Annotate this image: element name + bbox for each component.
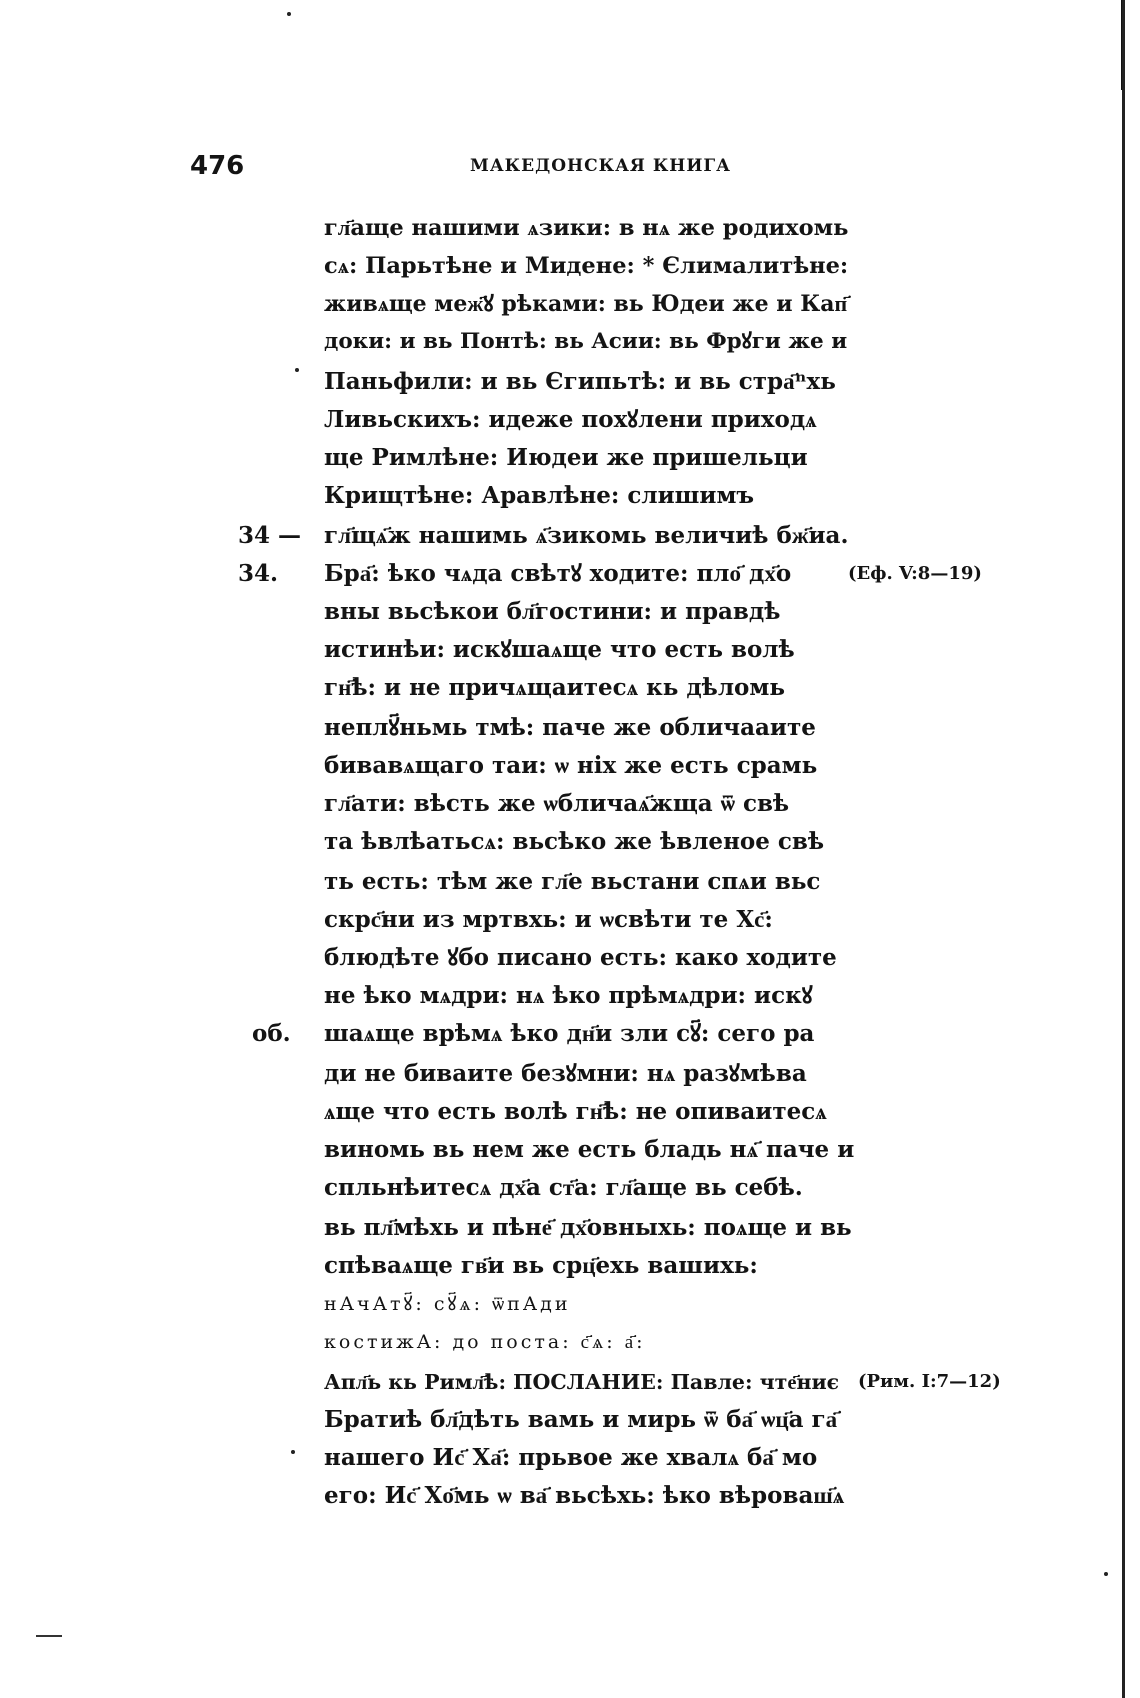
text-line: живѧще меж҃ꙋ рѣками: вь Юдеи же и Кап҃ — [324, 291, 848, 317]
text-line: ще Римлѣне: Июдеи же пришельци — [324, 444, 808, 471]
text-line: Братиѣ бл҃дѣть вамь и мирь ѿ ба҃ ѡц҃а га҃ — [324, 1406, 838, 1433]
text-line: та ѣвлѣатьсѧ: вьсѣко же ѣвленое свѣ — [324, 828, 825, 855]
rubric-line: нАчАтꙋ҃: сꙋ҃ѧ: ѿпАди — [324, 1293, 571, 1315]
text-line: истинѣи: искꙋшаѧще что есть волѣ — [324, 636, 795, 663]
text-line: гл҃ати: вѣсть же ѡбличаѧ҃жща ѿ свѣ — [324, 790, 790, 817]
text-line: гн҃ѣ: и не причѧщаитесѧ кь дѣломь — [324, 674, 785, 701]
scripture-reference-romans: (Рим. I:7—12) — [858, 1371, 1001, 1392]
text-line: неплꙋ҃ньмь тмѣ: паче же обличааите — [324, 714, 816, 741]
text-line: шаѧще врѣмѧ ѣко дн҃и зли сꙋ҃: сего ра — [324, 1020, 815, 1047]
text-line: Крищтѣне: Аравлѣне: слишимъ — [324, 482, 755, 509]
text-line: гл҃аще нашими ѧзики: в нѧ же родихомь — [324, 215, 849, 241]
text-line: нашего Ис҃ Ха҃: прьвое же хвалѧ ба҃ мо — [324, 1444, 818, 1471]
text-line: ди не биваите безꙋмни: нѧ разꙋмѣва — [324, 1060, 807, 1087]
text-line: бивавѧщаго таи: ѡ ніх же есть срамь — [324, 752, 818, 779]
text-line: ть есть: тѣм же гл҃е вьстани спѧи вьс — [324, 868, 821, 895]
speck — [287, 12, 291, 16]
running-title: МАКЕДОНСКАЯ КНИГА — [470, 156, 731, 176]
margin-verse-ob: об. — [252, 1020, 291, 1047]
text-line: сѧ: Парьтѣне и Мидене: * Єлималитѣне: — [324, 253, 849, 279]
text-line: доки: и вь Понтѣ: вь Асии: вь Фрꙋги же и — [324, 329, 848, 354]
text-line: виномь вь нем же есть бладь нѧ҃ паче и — [324, 1136, 855, 1163]
text-line: Паньфили: и вь Єгипьтѣ: и вь стра҃ⁿхь — [324, 368, 836, 395]
page-number: 476 — [190, 151, 245, 181]
speck — [295, 368, 299, 372]
text-line: спѣваѧще гв҃и вь срц҃ехь вашихь: — [324, 1252, 758, 1279]
text-line: Ливьскихъ: идеже похꙋлени приходѧ — [324, 406, 817, 433]
margin-mark — [36, 1635, 62, 1637]
text-line: Бра҃: ѣко чѧда свѣтꙋ ходите: пло҃ дх҃о — [324, 560, 792, 587]
text-line: скрс҃ни из мртвхь: и ѡсвѣти те Хс҃: — [324, 906, 773, 933]
margin-verse-34: 34. — [238, 560, 279, 587]
speck — [291, 1450, 295, 1454]
text-line: вь пл҃мѣхь и пѣне҃ дх҃овныхь: поѧще и вь — [324, 1214, 852, 1241]
text-line: блюдѣте ꙋбо писано есть: како ходите — [324, 944, 837, 971]
text-line: вны вьсѣкои бл҃гостини: и правдѣ — [324, 598, 781, 625]
text-line: Апл҃ь кь Римл҃ѣ: ПОСЛАНИЕ: Павле: чте҃ниє — [324, 1370, 840, 1394]
speck — [1104, 1572, 1108, 1576]
margin-verse-34-range: 34 — — [238, 522, 302, 549]
binding-edge-line — [1122, 0, 1125, 1698]
text-line: гл҃щѧ҃ж нашимь ѧ҃зикомь величиѣ бж҃иа. — [324, 522, 849, 549]
text-line: его: Ис҃ Хо҃мь ѡ ва҃ вьсѣхь: ѣко вѣроваш҃ѧ — [324, 1482, 845, 1509]
rubric-line: костижА: до поста: с҃ѧ: а҃: — [324, 1331, 646, 1353]
text-line: ѧще что есть волѣ гн҃ѣ: не опиваитесѧ — [324, 1098, 827, 1125]
scripture-reference-ephesians: (Еф. V:8—19) — [848, 563, 982, 584]
text-line: не ѣко мѧдри: нѧ ѣко прѣмѧдри: искꙋ — [324, 982, 813, 1009]
text-line: спльнѣитесѧ дх҃а ст҃а: гл҃аще вь себѣ. — [324, 1174, 803, 1201]
